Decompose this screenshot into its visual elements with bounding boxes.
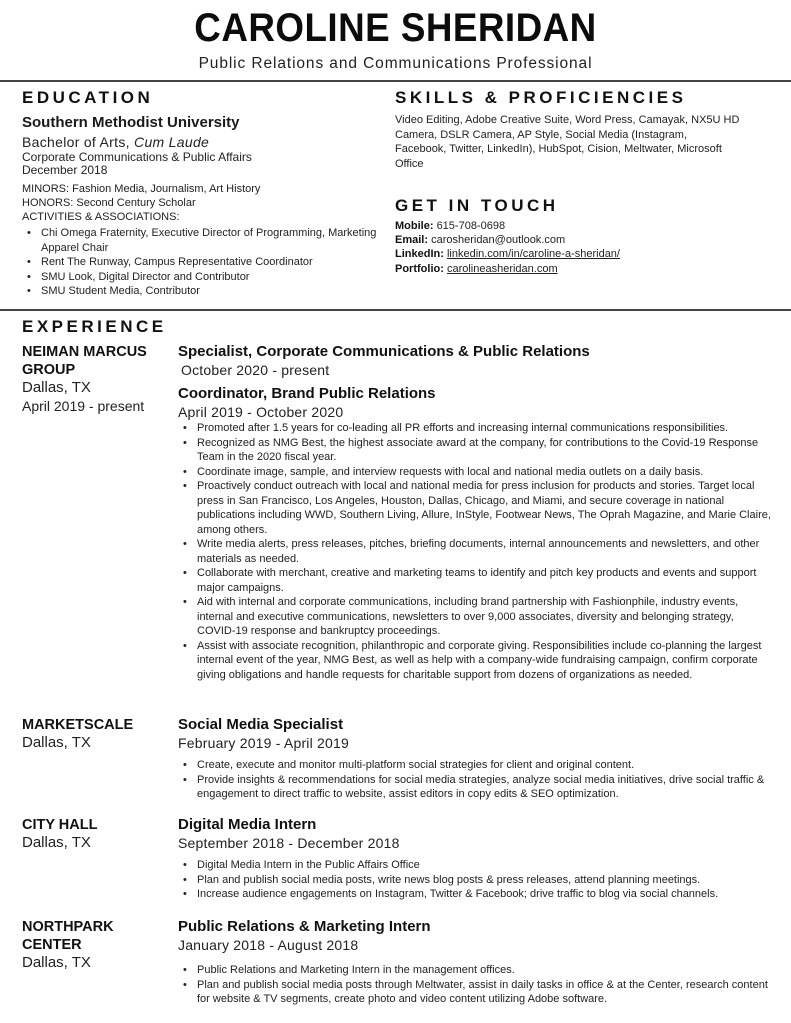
header-divider [0, 80, 791, 82]
duty-item: • Public Relations and Marketing Intern in the management offices. [178, 963, 773, 978]
company-location: Dallas, TX [22, 954, 91, 971]
company-neiman-marcus [22, 343, 172, 415]
company-location: Dallas, TX [22, 834, 91, 851]
minors: MINORS: Fashion Media, Journalism, Art History [22, 183, 261, 195]
role-dates: February 2019 - April 2019 [178, 735, 349, 751]
northpark-duties [178, 963, 773, 1007]
activities-list [22, 226, 387, 299]
experience-heading: EXPERIENCE [22, 317, 167, 336]
duty-item: • Coordinate image, sample, and interview requests with local and national media outlets on a daily basis. [178, 465, 773, 480]
duty-item: • Plan and publish social media posts, write news blog posts & press releases, attend planning meetings. [178, 873, 773, 888]
education-heading: EDUCATION [22, 88, 154, 107]
role-social-media-specialist [178, 716, 778, 752]
email-value: carosheridan@outlook.com [431, 234, 566, 246]
skills-heading: SKILLS & PROFICIENCIES [395, 88, 687, 107]
company-northpark-center [22, 918, 172, 972]
company-name: NORTHPARK [22, 919, 114, 935]
degree-honor: Cum Laude [134, 134, 210, 150]
duty-item: • Write media alerts, press releases, pitches, briefing documents, internal announcements and newsletters, and other materials as needed. [178, 537, 773, 566]
activity-item: • Rent The Runway, Campus Representative Coordinator [22, 255, 387, 270]
duty-item: • Aid with internal and corporate communications, including brand partnership with Fashionphile, industry events, internal and executive communications, newsletters to over 9,000 associates, diversity and belonging strategy, COVID-19 response and bankruptcy proceedings. [178, 595, 773, 639]
city-hall-duties [178, 858, 773, 902]
role-coordinator [178, 385, 778, 421]
degree-name: Bachelor of Arts, [22, 134, 130, 150]
duty-item: • Proactively conduct outreach with local and national media for press inclusion for products and stories. Target local press in San Francisco, Los Angeles, Houston, Dallas, Chicago, and Miami, and secure coverage in national publications including WWD, Southern Living, Allure, InStyle, Footwear News, The Oprah Magazine, and Marie Claire, among others. [178, 479, 773, 537]
role-title: Social Media Specialist [178, 716, 344, 733]
email-label: Email: [395, 234, 429, 246]
company-name: NEIMAN MARCUS [22, 344, 147, 360]
duty-item: • Assist with associate recognition, philanthropic and corporate giving. Responsibilities include co-planning the largest internal event of the year, NMG Best, as well as help with a company-wide fundraising campaign, confirm corporate giving obligations and handle requests for charitable support from dozens of organizations as needed. [178, 639, 773, 683]
duty-item: • Plan and publish social media posts through Meltwater, assist in daily tasks in office & at the Center, research content for website & TV segments, create photo and video content utilizing Adobe software. [178, 978, 773, 1007]
role-title: Digital Media Intern [178, 816, 317, 833]
section-divider [0, 309, 791, 311]
duty-item: • Increase audience engagements on Instagram, Twitter & Facebook; drive traffic to blog via social channels. [178, 887, 773, 902]
linkedin-link[interactable]: linkedin.com/in/caroline-a-sheridan/ [446, 248, 620, 260]
contact-heading: GET IN TOUCH [395, 196, 559, 215]
graduation-date: December 2018 [22, 163, 108, 177]
professional-title: Public Relations and Communications Professional [198, 55, 593, 72]
mobile-value: 615-708-0698 [436, 220, 506, 232]
company-name: MARKETSCALE [22, 717, 134, 733]
portfolio-link[interactable]: carolineasheridan.com [446, 263, 558, 275]
neiman-marcus-duties [178, 421, 773, 682]
company-city-hall [22, 816, 172, 852]
contact-portfolio [395, 263, 558, 275]
contact-mobile [395, 220, 505, 232]
role-dates: April 2019 - October 2020 [178, 404, 344, 420]
company-tenure: April 2019 - present [22, 398, 145, 414]
company-location: Dallas, TX [22, 734, 91, 751]
company-location: Dallas, TX [22, 379, 91, 396]
company-name: CITY HALL [22, 817, 98, 833]
duty-item: • Collaborate with merchant, creative and marketing teams to identify and pitch key products and events and support major campaigns. [178, 566, 773, 595]
role-title: Public Relations & Marketing Intern [178, 918, 431, 935]
company-name-cont: CENTER [22, 937, 82, 953]
role-specialist [178, 343, 778, 379]
contact-linkedin [395, 248, 620, 260]
major: Corporate Communications & Public Affairs [22, 150, 252, 164]
role-title: Coordinator, Brand Public Relations [178, 385, 436, 402]
contact-email [395, 234, 565, 246]
candidate-name: CAROLINE SHERIDAN [194, 6, 597, 50]
role-pr-marketing-intern [178, 918, 778, 954]
role-title: Specialist, Corporate Communications & Public Relations [178, 343, 590, 360]
mobile-label: Mobile: [395, 220, 434, 232]
duty-item: • Recognized as NMG Best, the highest associate award at the company, for contributions to the Covid-19 Response Team in the 2020 fiscal year. [178, 436, 773, 465]
duty-item: • Digital Media Intern in the Public Affairs Office [178, 858, 773, 873]
company-marketscale [22, 716, 172, 752]
duty-item: • Provide insights & recommendations for social media strategies, analyze social media initiatives, drive social traffic & engagement to direct traffic to website, assist editors in copy edits & SEO optimization. [178, 773, 773, 802]
school-name: Southern Methodist University [22, 114, 240, 131]
honors: HONORS: Second Century Scholar [22, 197, 196, 209]
activity-item: • Chi Omega Fraternity, Executive Director of Programming, Marketing Apparel Chair [22, 226, 387, 255]
role-dates: September 2018 - December 2018 [178, 835, 400, 851]
role-digital-media-intern [178, 816, 778, 852]
activity-item: • SMU Look, Digital Director and Contributor [22, 270, 387, 285]
resume-header [0, 0, 791, 80]
portfolio-label: Portfolio: [395, 263, 444, 275]
activities-label: ACTIVITIES & ASSOCIATIONS: [22, 211, 180, 223]
skills-list: Video Editing, Adobe Creative Suite, Word Press, Camayak, NX5U HD Camera, DSLR Camera, AP Style, Social Media (Instagram, Facebook, Twitter, LinkedIn), HubSpot, Cision, Meltwater, Microsoft Office [395, 114, 740, 170]
role-dates: October 2020 - present [181, 362, 330, 378]
duty-item: • Promoted after 1.5 years for co-leading all PR efforts and increasing internal communications responsibilities. [178, 421, 773, 436]
role-dates: January 2018 - August 2018 [178, 937, 359, 953]
marketscale-duties [178, 758, 773, 802]
activity-item: • SMU Student Media, Contributor [22, 284, 387, 299]
linkedin-label: LinkedIn: [395, 248, 444, 260]
degree [22, 134, 209, 150]
company-name-cont: GROUP [22, 362, 76, 378]
duty-item: • Create, execute and monitor multi-platform social strategies for client and original content. [178, 758, 773, 773]
